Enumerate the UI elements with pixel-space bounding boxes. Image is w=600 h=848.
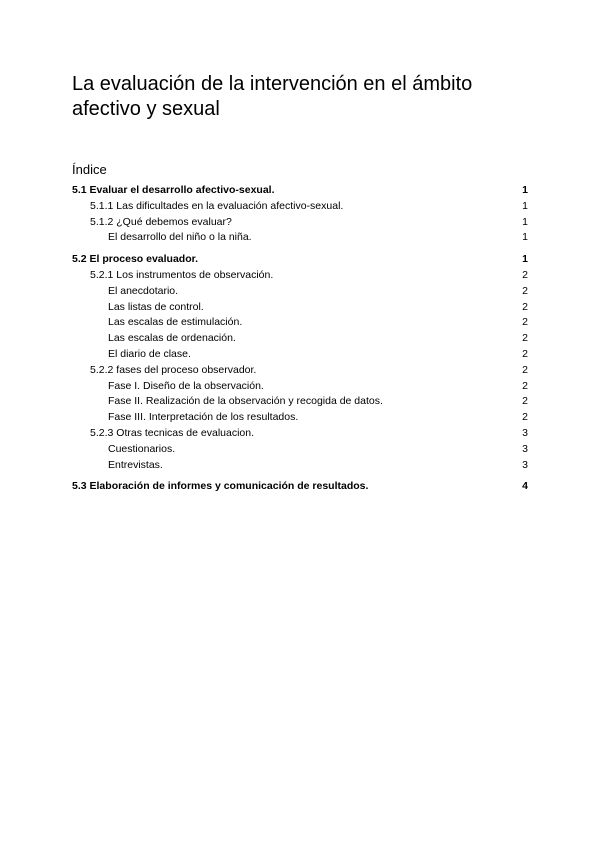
toc-page-number: 1 bbox=[522, 199, 528, 212]
toc-entry-5-2[interactable] bbox=[72, 252, 528, 268]
toc-page-number: 2 bbox=[522, 284, 528, 297]
toc-entry-text: Fase I. Diseño de la observación. bbox=[108, 379, 264, 392]
toc-entry-text: 5.2.1 Los instrumentos de observación. bbox=[90, 268, 274, 281]
toc-page-number: 1 bbox=[522, 184, 528, 196]
toc-entry-text: Las listas de control. bbox=[108, 300, 204, 313]
toc-entry-text: 5.1.2 ¿Qué debemos evaluar? bbox=[90, 215, 232, 228]
toc-entry-entrevistas[interactable] bbox=[72, 458, 528, 474]
toc-page-number: 4 bbox=[522, 480, 528, 493]
toc-page-number: 2 bbox=[522, 395, 528, 408]
toc-entry-text: Fase II. Realización de la observación y recogida de datos. bbox=[108, 395, 383, 408]
toc-page-number: 1 bbox=[522, 215, 528, 228]
page-title: La evaluación de la intervención en el ámbito afectivo y sexual bbox=[72, 73, 473, 120]
toc-page-number: 3 bbox=[522, 442, 528, 455]
toc-entry-5-1[interactable] bbox=[72, 183, 528, 199]
toc-entry-cuestionarios[interactable] bbox=[72, 442, 528, 458]
toc-entry-5-3[interactable] bbox=[72, 479, 528, 495]
toc-entry-text: Cuestionarios. bbox=[108, 442, 176, 455]
toc-page-number: 2 bbox=[522, 347, 528, 360]
toc-entry-escalas-estimulacion[interactable] bbox=[72, 315, 528, 331]
toc-page-number: 2 bbox=[522, 268, 528, 281]
toc-page-number: 2 bbox=[522, 363, 528, 376]
toc-entry-listas-control[interactable] bbox=[72, 300, 528, 316]
toc-page-number: 3 bbox=[522, 458, 528, 471]
toc-entry-text: 5.1 Evaluar el desarrollo afectivo-sexual. bbox=[72, 184, 275, 196]
toc-page-number: 1 bbox=[522, 253, 528, 266]
toc-entry-text: El diario de clase. bbox=[108, 347, 191, 360]
toc-entry-5-2-3[interactable] bbox=[72, 426, 528, 442]
toc-entry-escalas-ordenacion[interactable] bbox=[72, 331, 528, 347]
toc-entry-text: 5.2.2 fases del proceso observador. bbox=[90, 363, 257, 376]
toc-page-number: 2 bbox=[522, 411, 528, 424]
table-of-contents bbox=[72, 183, 528, 495]
index-heading: Índice bbox=[72, 162, 107, 177]
toc-entry-text: Las escalas de ordenación. bbox=[108, 332, 236, 345]
toc-entry-anecdotario[interactable] bbox=[72, 284, 528, 300]
toc-entry-text: El anecdotario. bbox=[108, 284, 179, 297]
toc-entry-5-1-2[interactable] bbox=[72, 215, 528, 231]
toc-page-number: 1 bbox=[522, 231, 528, 244]
toc-entry-text: Entrevistas. bbox=[108, 458, 163, 471]
toc-page-number: 2 bbox=[522, 300, 528, 313]
toc-page-number: 2 bbox=[522, 332, 528, 345]
toc-page-number: 2 bbox=[522, 379, 528, 392]
toc-page-number: 3 bbox=[522, 426, 528, 439]
toc-entry-fase-3[interactable] bbox=[72, 410, 528, 426]
toc-entry-diario-clase[interactable] bbox=[72, 347, 528, 363]
toc-entry-text: 5.3 Elaboración de informes y comunicación de resultados. bbox=[72, 480, 369, 493]
toc-entry-text: 5.1.1 Las dificultades en la evaluación afectivo-sexual. bbox=[90, 199, 344, 212]
toc-entry-text: Las escalas de estimulación. bbox=[108, 316, 243, 329]
toc-entry-text: El desarrollo del niño o la niña. bbox=[108, 231, 252, 244]
toc-page-number: 2 bbox=[522, 316, 528, 329]
toc-entry-5-1-1[interactable] bbox=[72, 199, 528, 215]
toc-entry-5-2-2[interactable] bbox=[72, 363, 528, 379]
toc-entry-text: 5.2.3 Otras tecnicas de evaluacion. bbox=[90, 426, 255, 439]
toc-entry-5-2-1[interactable] bbox=[72, 268, 528, 284]
toc-entry-desarrollo[interactable] bbox=[72, 230, 528, 246]
toc-entry-text: 5.2 El proceso evaluador. bbox=[72, 253, 199, 266]
toc-entry-fase-2[interactable] bbox=[72, 394, 528, 410]
toc-entry-fase-1[interactable] bbox=[72, 379, 528, 395]
toc-entry-text: Fase III. Interpretación de los resultados. bbox=[108, 411, 299, 424]
